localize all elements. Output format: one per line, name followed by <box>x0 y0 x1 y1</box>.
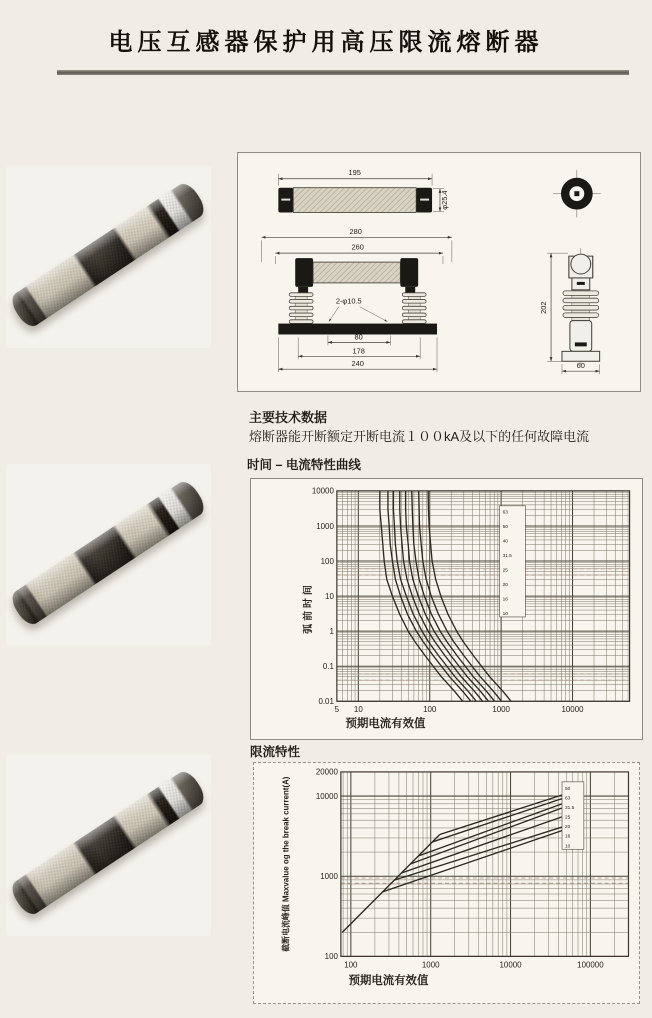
y-tick: 20000 <box>315 767 338 777</box>
product-photo-1 <box>6 166 211 348</box>
y-axis-label: 截断电流峰值 Maxvalue og the break current(A) <box>281 776 291 952</box>
dim-clamp-span: 260 <box>351 242 364 252</box>
curve-label: 31.5 <box>565 805 575 811</box>
tube-end-view <box>553 170 601 218</box>
dim-height: 202 <box>539 301 549 314</box>
axis-ticks <box>301 487 584 730</box>
dim-length: 195 <box>348 167 361 177</box>
time-current-chart-panel <box>250 478 643 740</box>
x-tick: 1000 <box>421 960 440 970</box>
current-limit-chart-heading: 限流特性 <box>250 745 301 759</box>
assembly-front-view <box>261 227 451 372</box>
dim-hole-span: 80 <box>354 332 363 342</box>
curve-label: 25 <box>565 815 571 821</box>
x-tick: 100 <box>423 705 437 715</box>
fuse-cartridge-image <box>7 768 208 919</box>
curve-legend <box>562 782 584 849</box>
fuse-cartridge-image <box>7 180 208 331</box>
y-tick: 100 <box>320 556 334 566</box>
y-tick: 1000 <box>320 872 338 881</box>
x-axis-label: 预期电流有效值 <box>345 718 426 731</box>
curve-31.5 <box>418 804 562 856</box>
curve-label: 40 <box>502 539 508 545</box>
dim-base-width: 240 <box>351 359 364 369</box>
curve-label: 31.5 <box>502 554 512 560</box>
curve-label: 20 <box>565 825 571 831</box>
x-tick: 100 <box>344 960 358 970</box>
curve-label: 16 <box>565 834 571 840</box>
x-tick: 100000 <box>577 960 604 970</box>
time-current-chart-heading: 时间 – 电流特性曲线 <box>247 458 361 472</box>
x-tick: 10 <box>353 705 363 715</box>
y-tick: 10000 <box>315 791 338 801</box>
curve-label: 10 <box>502 611 508 617</box>
tech-data-line: 熔断器能开断额定开断电流１００kA及以下的任何故障电流 <box>249 429 590 444</box>
time-current-chart <box>251 479 642 739</box>
y-tick: 1 <box>329 626 334 636</box>
curve-label: 20 <box>502 583 508 589</box>
y-tick: 0.1 <box>322 662 334 672</box>
curves <box>342 795 562 932</box>
tube-top-view <box>278 168 449 213</box>
curve-10 <box>383 831 562 892</box>
dimension-drawing-panel <box>237 152 641 392</box>
product-photo-2 <box>6 464 211 646</box>
dimension-drawing <box>238 153 640 391</box>
curve-label: 10 <box>565 844 571 850</box>
y-tick: 1000 <box>316 521 334 531</box>
curve-label: 63 <box>502 510 508 516</box>
curve-16 <box>394 827 562 880</box>
curve-label: 63 <box>565 796 571 802</box>
y-tick: 10 <box>325 591 334 601</box>
dim-depth: 60 <box>576 361 585 371</box>
current-limit-chart-panel <box>253 762 640 1004</box>
current-limit-chart <box>254 763 639 1003</box>
assembly-side-view <box>539 248 600 374</box>
x-tick: 1000 <box>492 705 510 715</box>
fuse-cartridge-image <box>7 478 208 629</box>
y-axis-label: 弧前时间 <box>303 582 315 634</box>
x-tick: 10000 <box>499 960 522 970</box>
curve-label: 50 <box>502 525 508 531</box>
page-title: 电压互感器保护用高压限流熔断器 <box>108 29 544 56</box>
curve-label: 25 <box>502 568 508 574</box>
curve-legend <box>500 506 526 617</box>
dim-diameter: φ25.4 <box>439 190 449 210</box>
dim-overall-width: 280 <box>349 226 362 236</box>
dim-holes: 2-φ10.5 <box>335 296 362 306</box>
product-photo-3 <box>6 754 211 936</box>
grid <box>341 772 629 956</box>
title-rule <box>57 70 629 75</box>
x-tick: 10000 <box>561 705 584 715</box>
y-tick: 0.01 <box>318 697 334 707</box>
y-tick: 10000 <box>311 486 334 496</box>
curve-label: 16 <box>502 597 508 603</box>
y-tick: 100 <box>324 952 338 962</box>
curve-label: 50 <box>565 786 571 792</box>
tech-data-heading: 主要技术数据 <box>249 410 328 425</box>
x-tick: 5 <box>334 705 340 715</box>
x-axis-label: 预期电流有效值 <box>348 975 429 988</box>
dim-base-span: 178 <box>352 346 365 356</box>
